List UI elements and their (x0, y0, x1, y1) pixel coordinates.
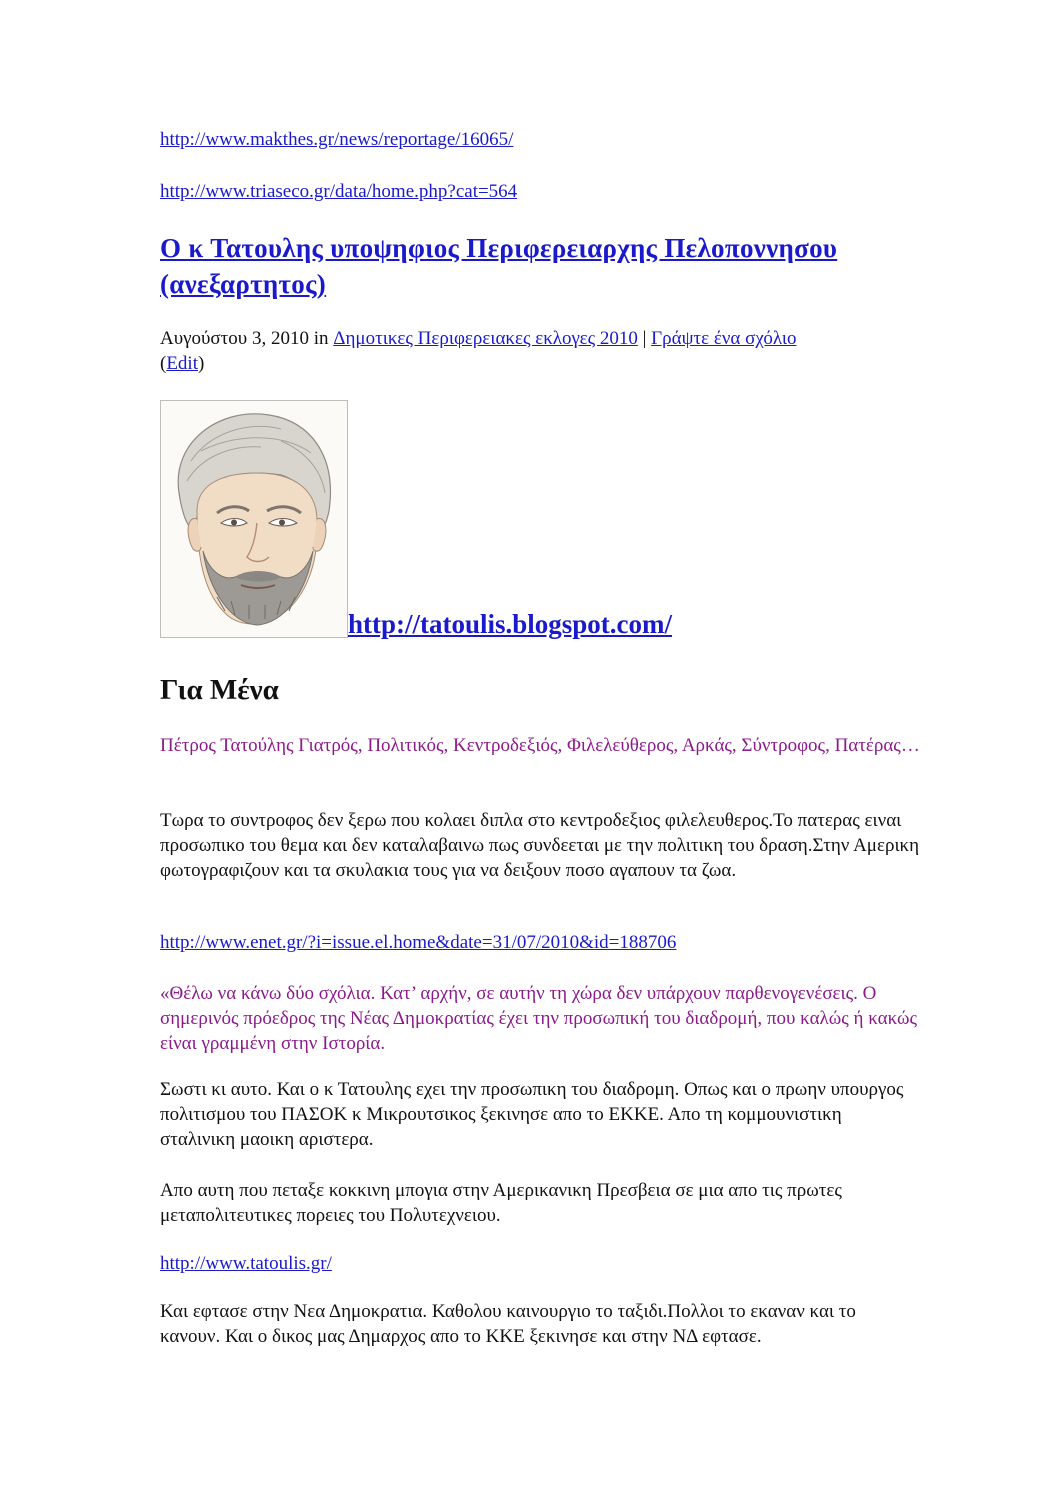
comment-paragraph-3: Απο αυτη που πεταξε κοκκινη μπογια στην Αμερικανικη Πρεσβεια σε μια απο τις πρωτες μεταπολιτευτικες πορειες του Πολυτεχνειου. (160, 1180, 842, 1226)
comment-paragraph-4: Και εφτασε στην Νεα Δημοκρατια. Καθολου καινουργιο το ταξιδι.Πολλοι το εκαναν και το κανουν. Και ο δικος μας Δημαρχος απο το ΚΚΕ ξεκινησε και στην ΝΔ εφτασε. (160, 1301, 856, 1347)
link-enet[interactable]: http://www.enet.gr/?i=issue.el.home&date=31/07/2010&id=188706 (160, 932, 677, 953)
post-date: Αυγούστου 3, 2010 in (160, 328, 334, 349)
about-quote: Πέτρος Τατούλης Γιατρός, Πολιτικός, Κεντροδεξιός, Φιλελεύθερος, Αρκάς, Σύντροφος, Πατέρας… (160, 735, 920, 756)
post-title (160, 230, 920, 302)
post-meta (160, 326, 920, 376)
paragraph-link-makthes (160, 127, 920, 152)
paragraph-link-enet (160, 930, 920, 955)
post-title-link[interactable]: Ο κ Τατουλης υποψηφιος Περιφερειαρχης Πελοποννησου (ανεξαρτητος) (160, 233, 838, 299)
paragraph-link-triaseco (160, 179, 920, 204)
section-heading: Για Μένα (160, 674, 279, 706)
comment-paragraph-2: Σωστι κι αυτο. Και ο κ Τατουλης εχει την προσωπικη του διαδρομη. Οπως και ο πρωην υπουργος πολιτισμου του ΠΑΣΟΚ κ Μικρουτσικος ξεκινησε απο το ΕΚΚΕ. Απο τη κομμουνιστικη σταλινικη μαοικη αριστερα. (160, 1079, 904, 1150)
link-makthes[interactable]: http://www.makthes.gr/news/reportage/16065/ (160, 129, 514, 150)
meta-close-paren: ) (198, 353, 205, 374)
category-link[interactable]: Δημοτικες Περιφερειακες εκλογες 2010 (333, 328, 638, 349)
comment-link[interactable]: Γράψτε ένα σχόλιο (651, 328, 797, 349)
portrait-illustration (161, 401, 347, 637)
link-tatoulis-gr[interactable]: http://www.tatoulis.gr/ (160, 1253, 332, 1274)
comment-paragraph-1: Τωρα το συντροφος δεν ξερω που κολαει διπλα στο κεντροδεξιος φιλελευθερος.Το πατερας ειναι προσωπικο του θεμα και δεν καταλαβαινω πως συνδεεται με την πολιτικη του δραση.Στην Αμερικη φωτογραφιζουν και τα σκυλακια τους για να δειξουν ποσο αγαπουν τα ζωα. (160, 810, 920, 881)
paragraph-link-tatoulis (160, 1251, 920, 1276)
link-triaseco[interactable]: http://www.triaseco.gr/data/home.php?cat=564 (160, 181, 518, 202)
portrait-image (160, 400, 348, 638)
blog-link[interactable]: http://tatoulis.blogspot.com/ (348, 609, 673, 639)
meta-open-paren: ( (160, 353, 167, 374)
edit-link[interactable]: Edit (166, 353, 198, 374)
meta-separator: | (637, 328, 652, 349)
photo-row (160, 400, 920, 640)
quote-paragraph: «Θέλω να κάνω δύο σχόλια. Κατ’ αρχήν, σε αυτήν τη χώρα δεν υπάρχουν παρθενογενέσεις. Ο σημερινός πρόεδρος της Νέας Δημοκρατίας έχει την προσωπική του διαδρομή, που καλώς ή κακώς είναι γραμμένη στην Ιστορία. (160, 983, 918, 1054)
